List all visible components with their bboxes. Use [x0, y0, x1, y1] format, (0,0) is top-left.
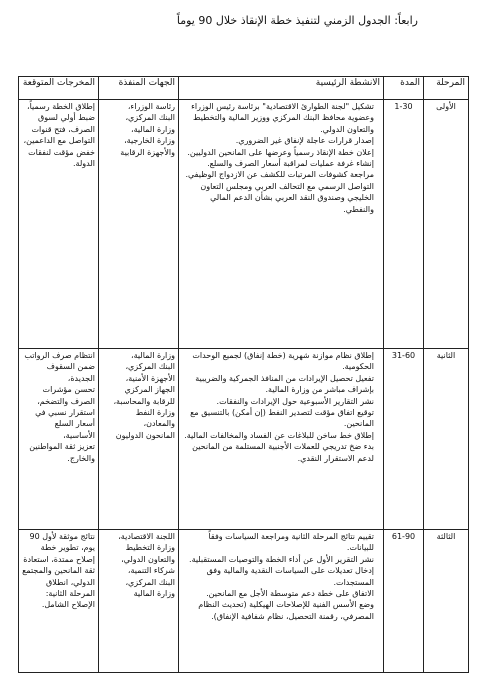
- activity-item: إدخال تعديلات على السياسات النقدية والمالية وفق المستجدات.: [206, 566, 374, 587]
- phase-cell: الأولى: [424, 100, 469, 349]
- activity-item: نشر التقرير الأول عن أداء الخطة والتوصيات المستقبلية.: [189, 554, 374, 564]
- outputs-cell: [19, 349, 99, 530]
- activities-cell: [179, 530, 384, 673]
- output-item: انتظام صرف الرواتب ضمن السقوف الجديدة،: [24, 351, 95, 383]
- entity-item: الأجهزة الأمنية،: [125, 373, 175, 383]
- header-phase: المرحلة: [424, 77, 469, 100]
- table-row: [19, 100, 469, 349]
- activity-item: وضع الأسس الفنية للإصلاحات الهيكلية (تحديث النظام المصرفي، رقمنة التحصيل، نظام شفافية الإنفاق).: [198, 600, 374, 621]
- output-item: تحسن مؤشرات الصرف والتضخم،: [37, 385, 95, 406]
- entity-item: البنك المركزي،: [125, 113, 175, 123]
- activity-item: توقيع اتفاق مؤقت لتصدير النفط (إن أمكن) بالتنسيق مع المانحين.: [190, 408, 374, 429]
- entity-item: اللجنة الاقتصادية،: [118, 532, 175, 541]
- output-item: نتائج موثقة لأول 90 يوم، تطوير خطة إصلاح ممتدة، استعادة ثقة المانحين والمجتمع الدولي، انطلاق المرحلة الثانية: الإصلاح الشامل.: [22, 532, 95, 610]
- activity-item: بدء ضخ تدريجي للعملات الأجنبية المستلمة من المانحين لدعم الاستقرار النقدي.: [192, 442, 374, 463]
- activity-item: تشكيل "لجنة الطوارئ الاقتصادية" برئاسة رئيس الوزراء وعضوية محافظ البنك المركزي ووزير المالية والتخطيط والتعاون الدولي.: [191, 102, 374, 134]
- duration-cell: 31-60: [384, 349, 424, 530]
- entity-item: المانحون الدوليون: [115, 430, 175, 440]
- phase-cell: الثالثة: [424, 530, 469, 673]
- header-outputs: المخرجات المتوقعة: [19, 77, 99, 100]
- activities-cell: [179, 349, 384, 530]
- output-item: استقرار نسبي في أسعار السلع الأساسية،: [35, 408, 95, 440]
- entities-cell: [99, 349, 179, 530]
- entity-item: وزارة الخارجية،: [124, 136, 175, 146]
- activity-item: إصدار قرارات عاجلة لإنفاق غير الضروري.: [235, 136, 374, 146]
- entity-item: البنك المركزي،: [125, 362, 175, 372]
- entity-item: البنك المركزي،: [125, 577, 175, 587]
- activity-item: الاتفاق على خطة دعم متوسطة الأجل مع المانحين.: [206, 589, 374, 599]
- entity-item: وزارة النفط والمعادن،: [135, 408, 175, 429]
- header-activities: الانشطة الرئيسية: [179, 77, 384, 100]
- entity-item: وزارة المالية،: [131, 124, 175, 134]
- entity-item: وزارة المالية،: [131, 351, 175, 360]
- entity-item: رئاسة الوزراء،: [127, 102, 175, 111]
- activity-item: نشر التقارير الأسبوعية حول الإيرادات والنفقات.: [216, 396, 374, 406]
- phase-cell: الثانية: [424, 349, 469, 530]
- activity-item: إطلاق خط ساخن للبلاغات عن الفساد والمخالفات المالية.: [184, 430, 374, 440]
- entities-cell: [99, 530, 179, 673]
- table-row: [19, 349, 469, 530]
- activity-item: تفعيل تحصيل الإيرادات من المنافذ الجمركية والضريبية بإشراف مباشر من وزارة المالية.: [195, 373, 374, 395]
- outputs-cell: [19, 100, 99, 349]
- entity-item: شركاء التنمية،: [127, 566, 175, 576]
- page-heading: رابعاً: الجدول الزمني لتنفيذ خطة الإنقاذ خلال 90 يوماً: [176, 14, 418, 27]
- activity-item: إعلان خطة الإنقاذ رسمياً وعرضها على المانحين الدوليين.: [187, 147, 374, 157]
- table-row: [19, 530, 469, 673]
- header-duration: المدة: [384, 77, 424, 100]
- outputs-cell: [19, 530, 99, 673]
- activities-cell: [179, 100, 384, 349]
- table-header-row: [19, 77, 469, 100]
- duration-cell: 1-30: [384, 100, 424, 349]
- entity-item: وزارة المالية: [133, 589, 175, 599]
- activity-item: التواصل الرسمي مع التحالف العربي ومجلس التعاون الخليجي وصندوق النقد العربي بشأن الدعم المالي والنفطي.: [200, 181, 374, 214]
- activity-item: تقييم نتائج المرحلة الثانية ومراجعة السياسات وفقاً للبيانات.: [208, 532, 374, 553]
- activity-item: إطلاق نظام موازنة شهرية (خطة إنفاق) لجميع الوحدات الحكومية.: [192, 351, 374, 372]
- timeline-table: [18, 76, 469, 673]
- activity-item: مراجعة كشوفات المرتبات للكشف عن الازدواج الوظيفي.: [185, 170, 374, 180]
- entity-item: وزارة التخطيط والتعاون الدولي،: [121, 543, 175, 564]
- output-item: تعزيز ثقة المواطنين والخارج.: [29, 442, 95, 463]
- entities-cell: [99, 100, 179, 349]
- activity-item: إنشاء غرفة عمليات لمراقبة أسعار الصرف والسلع.: [207, 159, 374, 169]
- output-item: إطلاق الخطة رسمياً، ضبط أولي لسوق الصرف، فتح قنوات التواصل مع الداعمين، خفض مؤقت لنفقات الدولة.: [23, 102, 95, 169]
- entity-item: والأجهزة الرقابية: [120, 147, 175, 157]
- entity-item: الجهاز المركزي للرقابة والمحاسبة،: [113, 385, 175, 406]
- duration-cell: 61-90: [384, 530, 424, 673]
- header-entities: الجهات المنفذة: [99, 77, 179, 100]
